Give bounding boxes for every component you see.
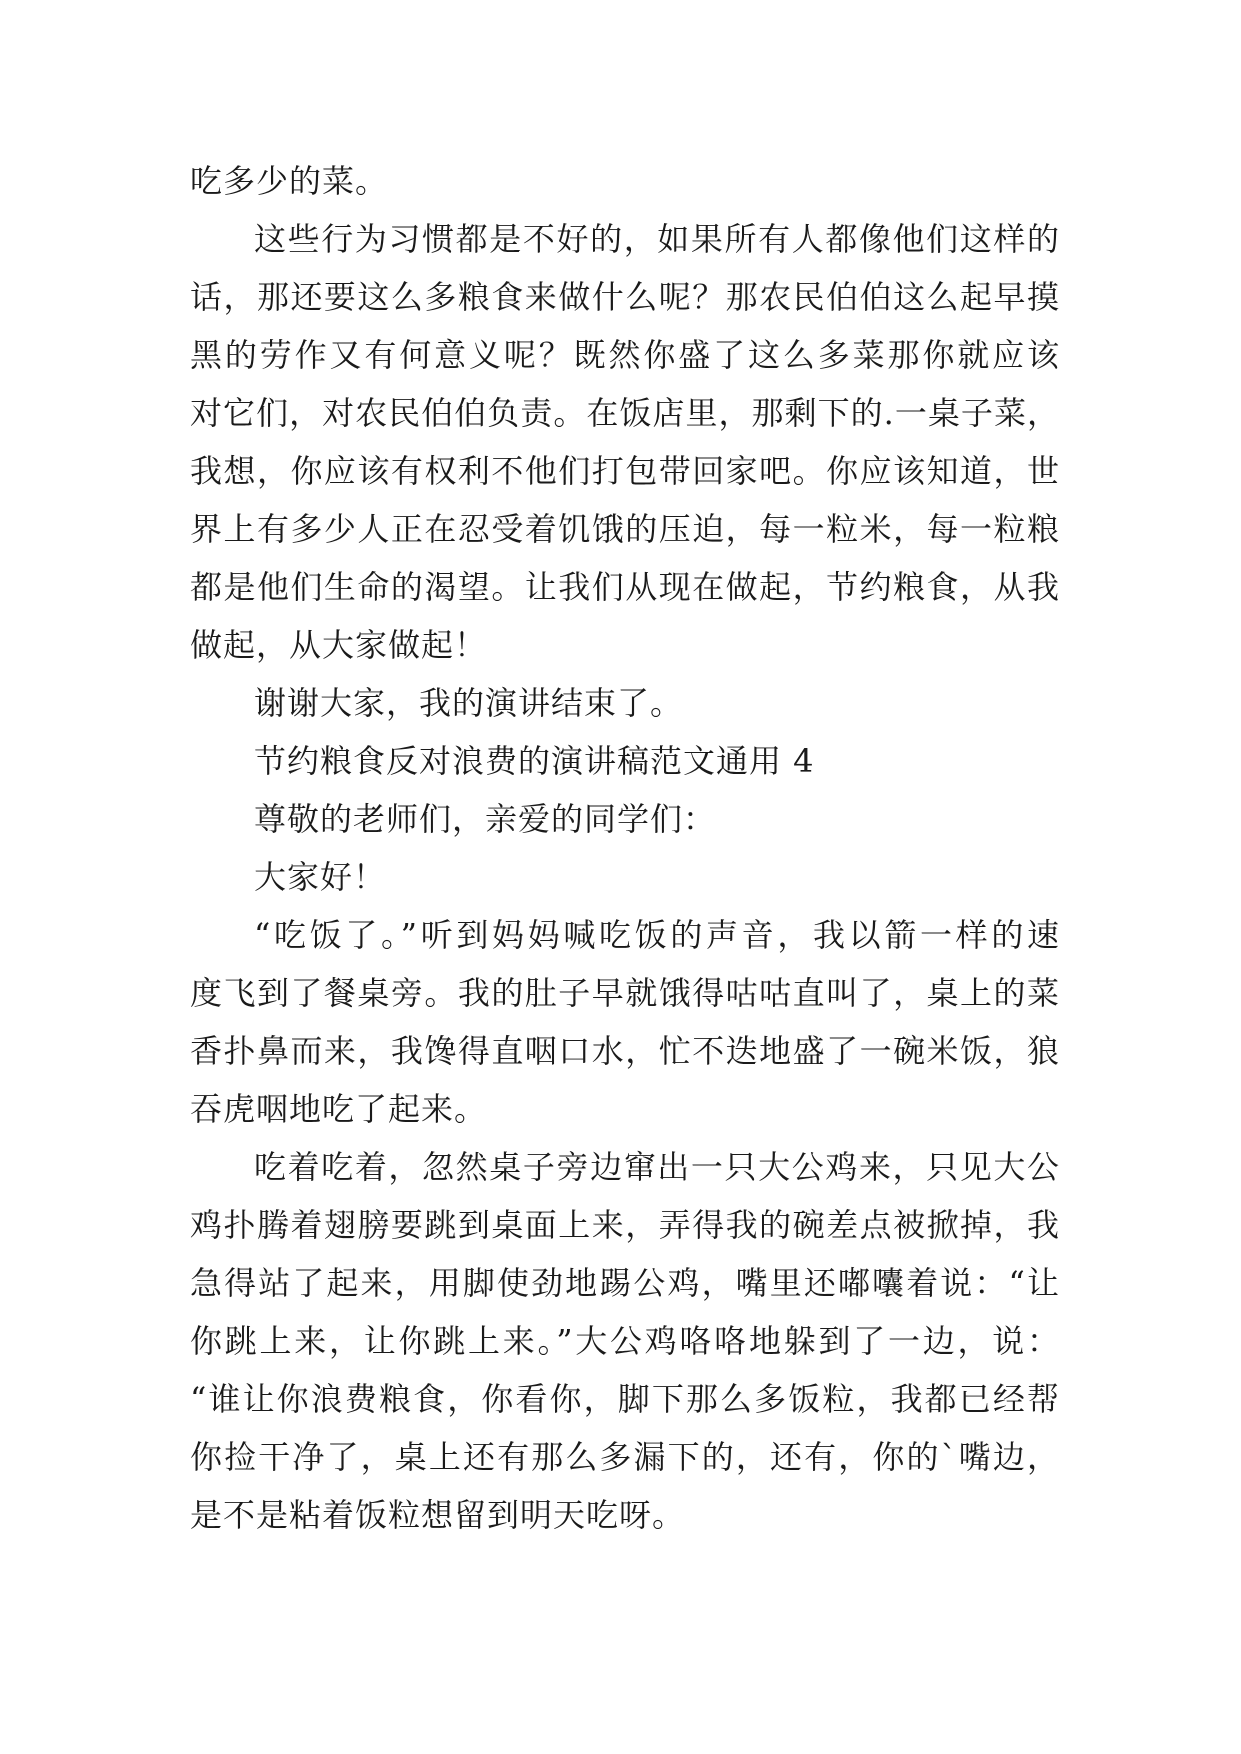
text-line: 谢谢大家，我的演讲结束了。 — [254, 684, 684, 722]
text-line: 做起，从大家做起！ — [190, 626, 488, 664]
text-line: 吃多少的菜。 — [190, 162, 389, 200]
text-line: 我想，你应该有权利不他们打包带回家吧。你应该知道，世 — [190, 452, 1060, 490]
text-line: 对它们，对农民伯伯负责。在饭店里，那剩下的.一桌子菜， — [190, 394, 1060, 432]
text-line: 是不是粘着饭粒想留到明天吃呀。 — [190, 1496, 686, 1534]
text-line: 急得站了起来，用脚使劲地踢公鸡，嘴里还嘟囔着说：“让 — [190, 1264, 1060, 1302]
text-line: 黑的劳作又有何意义呢？既然你盛了这么多菜那你就应该 — [190, 336, 1060, 374]
text-line: 你跳上来，让你跳上来。”大公鸡咯咯地躲到了一边，说： — [190, 1322, 1060, 1360]
text-line: “谁让你浪费粮食，你看你，脚下那么多饭粒，我都已经帮 — [190, 1380, 1060, 1418]
text-line: 度飞到了餐桌旁。我的肚子早就饿得咕咕直叫了，桌上的菜 — [190, 974, 1060, 1012]
text-line: 你捡干净了，桌上还有那么多漏下的，还有，你的`嘴边， — [190, 1438, 1060, 1476]
text-line: 界上有多少人正在忍受着饥饿的压迫，每一粒米，每一粒粮 — [190, 510, 1060, 548]
document-body — [190, 152, 1060, 1544]
text-line: 话，那还要这么多粮食来做什么呢？那农民伯伯这么起早摸 — [190, 278, 1060, 316]
text-line: 大家好！ — [254, 858, 387, 896]
text-line: 节约粮食反对浪费的演讲稿范文通用 4 — [254, 742, 815, 780]
text-line: 尊敬的老师们，亲爱的同学们： — [254, 800, 717, 838]
text-line: “吃饭了。”听到妈妈喊吃饭的声音，我以箭一样的速 — [254, 916, 1060, 954]
text-line: 吃着吃着，忽然桌子旁边窜出一只大公鸡来，只见大公 — [254, 1148, 1060, 1186]
text-line: 吞虎咽地吃了起来。 — [190, 1090, 488, 1128]
text-line: 都是他们生命的渴望。让我们从现在做起，节约粮食，从我 — [190, 568, 1060, 606]
text-line: 这些行为习惯都是不好的，如果所有人都像他们这样的 — [254, 220, 1060, 258]
text-line: 鸡扑腾着翅膀要跳到桌面上来，弄得我的碗差点被掀掉，我 — [190, 1206, 1060, 1244]
text-line: 香扑鼻而来，我馋得直咽口水，忙不迭地盛了一碗米饭，狼 — [190, 1032, 1060, 1070]
